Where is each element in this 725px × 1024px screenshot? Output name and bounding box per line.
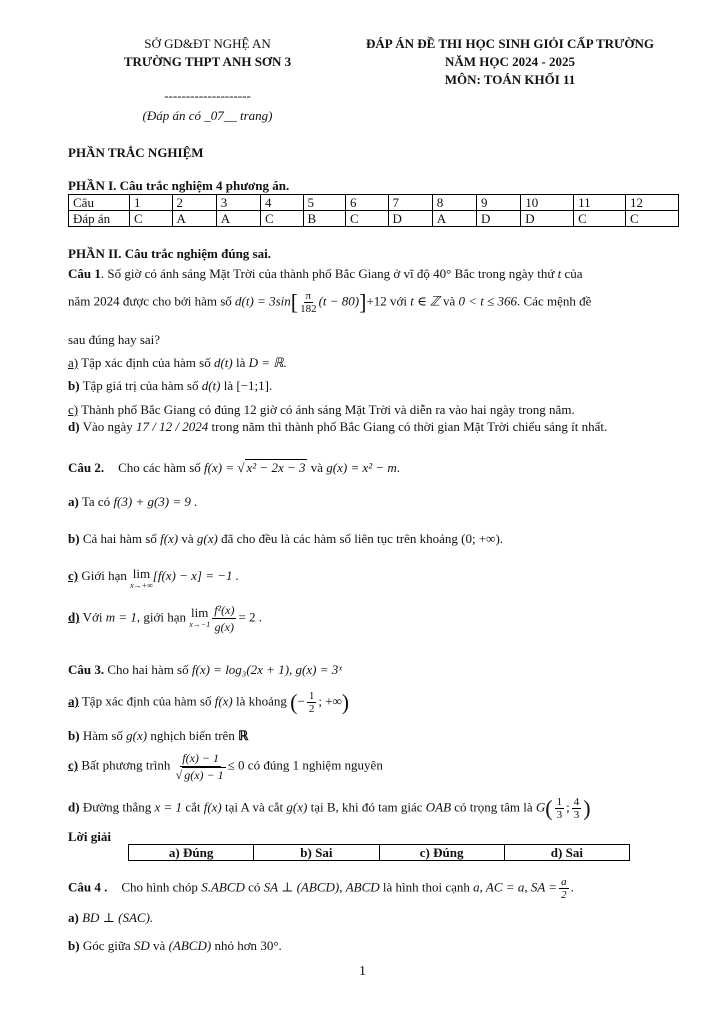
option-math: 30° [260,938,279,953]
q4-text: Cho hình chóp [121,879,202,895]
option-label: a) [68,910,79,925]
q1-text: . Số giờ có ánh sáng Mặt Trời của thành phố Bắc Giang ở vĩ độ [100,266,434,281]
solution-table [128,844,630,861]
table-cell: A [432,211,476,227]
option-math: d(t) [213,355,233,370]
table-cell: 6 [346,195,389,211]
q2-line1 [68,460,400,476]
header-left-dashes: -------------------- [164,88,251,103]
q1-text: của [561,266,583,281]
table-cell: d) Sai [504,845,629,861]
option-math: 17 / 12 / 2024 [136,419,209,434]
option-math: ; +∞ [318,693,342,709]
q1-line2 [68,290,591,315]
table-cell: b) Sai [254,845,379,861]
option-text: đã cho đều là các hàm số liên tục trên khoảng [217,531,462,546]
q3-option-b [68,728,248,744]
option-math: g(x) [126,728,148,743]
q1-text: . Các mệnh đề [517,293,592,309]
option-text: là [232,355,249,370]
option-text: tại A và cắt [221,799,287,815]
q4-math: a, AC = a [473,879,525,895]
option-text: Ta có [78,494,114,509]
q3-text: Cho hai hàm số [104,662,192,677]
fraction-denominator: √ g(x) − 1 [175,768,224,782]
paren: ( [290,689,298,715]
q3-line1 [68,662,342,678]
q2-option-a [68,494,197,510]
q4-line1 [68,876,574,901]
option-text: là khoảng [232,693,291,709]
q3-label: Câu 3. [68,662,105,677]
option-label: b) [68,728,80,743]
q1-math: t ∈ ℤ [410,293,440,309]
q1-option-a [68,355,287,371]
fraction-denominator: 3 [573,809,580,821]
option-label: d) [68,609,80,625]
table-cell: Đáp án [69,211,130,227]
option-math: ; [566,799,570,815]
option-text: Tập xác định của hàm số [78,693,215,709]
fraction-denominator: 2 [561,889,567,901]
solution-label: Lời giải [68,829,111,844]
option-label: b) [68,531,80,546]
fraction-numerator: a [561,876,567,888]
option-math: BD ⊥ (SAC). [78,910,154,925]
table-cell: 8 [432,195,476,211]
q1-text: với [386,293,411,309]
option-text: Giới hạn [78,568,131,583]
q3-option-d [68,796,591,821]
q4-text: . [570,879,574,895]
option-text: là [220,378,237,393]
table-cell: a) Đúng [129,845,254,861]
q4-math: S.ABCD [201,879,245,895]
header-right-line2: NĂM HỌC 2024 - 2025 [445,54,575,69]
bracket: ] [359,289,367,315]
table-cell: C [574,211,626,227]
fraction-denominator: g(x) [214,620,234,634]
option-text: cắt [182,799,204,815]
option-math: D = ℝ. [248,355,287,370]
fraction-denominator: 182 [300,303,317,315]
q1-math: t [557,266,562,281]
option-math: g(x) [196,531,218,546]
option-math: m = 1 [105,609,137,625]
q1-option-d [68,419,607,435]
q4-text: , [339,879,346,895]
fraction-numerator: 1 [308,690,315,702]
option-text: , giới hạn [136,609,190,625]
option-math: (0; +∞). [461,531,504,546]
table-row [69,195,679,211]
q1-line1 [68,266,583,282]
header-left-note: (Đáp án có _07__ trang) [142,108,273,123]
option-label: d) [68,799,80,815]
paren: ) [583,795,591,821]
q2-math: f(x) = [204,460,238,475]
q4-math: SA = [530,879,558,895]
option-text: Cả hai hàm số [79,531,161,546]
option-text: có đúng 1 nghiệm nguyên [244,757,383,773]
option-math: (ABCD) [168,938,212,953]
table-cell: 11 [574,195,626,211]
option-text: có trọng tâm là [451,799,536,815]
option-text: Tập giá trị của hàm số [79,378,202,393]
q4-label: Câu 4 . [68,879,108,895]
q1-option-c [68,402,575,418]
q3-fraction [555,796,565,821]
q2-option-c [68,568,239,592]
table-cell: 12 [625,195,678,211]
option-text: và [149,938,169,953]
option-label: c) [68,402,79,417]
q4-option-b [68,938,282,954]
table-cell: Câu [69,195,130,211]
part1-title: PHẦN I. Câu trắc nghiệm 4 phương án. [68,178,290,193]
limit [130,568,153,592]
option-label: b) [68,938,80,953]
option-math: f(3) + g(3) = 9 . [113,494,198,509]
option-math: f(x) [160,531,179,546]
q1-text: và [439,293,459,309]
table-cell: C [625,211,678,227]
table-row [69,211,679,227]
table-cell: 3 [216,195,260,211]
table-cell: A [216,211,260,227]
table-cell: 1 [130,195,173,211]
limit-sub: x→−1 [189,619,211,629]
option-math: ≤ 0 [227,757,245,773]
q1-option-b [68,378,272,394]
option-math: x = 1 [154,799,183,815]
table-cell: D [477,211,521,227]
limit-sub: x→+∞ [130,581,153,590]
sqrt-sign: √ [237,460,245,475]
q2-text: và [307,460,327,475]
header-right-line1: ĐÁP ÁN ĐỀ THI HỌC SINH GIỎI CẤP TRƯỜNG [366,36,654,51]
q4-math: ABCD [345,879,380,895]
option-math: [−1;1]. [236,378,273,393]
table-cell: C [130,211,173,227]
table-cell: 9 [477,195,521,211]
table-cell: B [303,211,346,227]
q2-fraction [212,602,236,635]
paren: ) [341,689,350,715]
table-cell: 2 [172,195,216,211]
option-text: Tập xác định của hàm số [78,355,214,370]
table-cell: c) Đúng [379,845,504,861]
option-text: Góc giữa [79,938,134,953]
q1-math: d(t) = 3sin [235,293,291,309]
limit [189,604,211,631]
table-cell: C [346,211,389,227]
q1-text: Bắc trong ngày thứ [451,266,558,281]
option-label: c) [68,757,79,773]
fraction-denominator: 3 [556,809,563,821]
q2-option-b [68,531,503,547]
option-math: f(x) [203,799,222,815]
part2-title: PHẦN II. Câu trắc nghiệm đúng sai. [68,246,271,261]
option-text: Hàm số [79,728,127,743]
table-cell: 5 [303,195,346,211]
table-cell: C [260,211,303,227]
option-math: OAB [425,799,452,815]
radicand: g(x) − 1 [184,768,224,782]
q3-fraction [572,796,582,821]
option-math: ℝ [238,728,249,743]
option-math: − [297,693,305,709]
q4-text: là hình thoi cạnh [379,879,474,895]
q1-text: năm 2024 được cho bởi hàm số [68,293,236,309]
option-text: . [278,938,282,953]
fraction-numerator: f²(x) [214,603,235,617]
option-text: Với [79,609,106,625]
table-cell: 4 [260,195,303,211]
table-row [129,845,630,861]
q1-label: Câu 1 [68,266,101,281]
q3-fraction [307,690,317,715]
option-label: d) [68,419,80,434]
option-math: G [535,799,546,815]
option-text: Vào ngày [79,419,137,434]
table-cell: D [521,211,574,227]
option-text: nghịch biến trên [147,728,239,743]
q2-math: x² − 2x − 3 [246,460,306,475]
section-title: PHẦN TRẮC NGHIỆM [68,145,204,160]
option-math: g(x) [286,799,308,815]
q2-option-d [68,602,262,635]
option-label: c) [68,568,79,583]
option-text: tại B, khi đó tam giác [307,799,426,815]
q1-fraction [300,290,317,315]
option-text: Bất phương trình [78,757,174,773]
page-number: 1 [359,964,366,979]
option-text: nhỏ hơn [211,938,261,953]
option-math: = 2 . [238,609,263,625]
fraction-denominator: 2 [308,703,315,715]
q3-fraction [176,750,226,783]
q4-math: SA ⊥ (ABCD) [263,879,340,895]
option-math: d(t) [201,378,221,393]
q1-math: 0 < t ≤ 366 [458,293,518,309]
fraction-numerator: π [305,290,312,302]
option-label: a) [68,494,79,509]
q4-fraction [559,876,569,901]
q2-label: Câu 2. [68,460,105,475]
q3-option-a [68,690,349,715]
q1-math: (t − 80) [318,293,360,309]
fraction-numerator: 1 [556,796,563,808]
option-math: SD [133,938,150,953]
q2-text: Cho các hàm số [118,460,205,475]
option-text: Đường thẳng [79,799,155,815]
option-math: [f(x) − x] = −1 . [152,568,240,583]
q3-math: f(x) = log₃(2x + 1), g(x) = 3ˣ [191,662,342,677]
table-cell: 10 [521,195,574,211]
option-text: và [178,531,197,546]
option-math: f(x) [214,693,233,709]
option-label: a) [68,355,79,370]
q2-text: . [396,460,401,475]
fraction-numerator: f(x) − 1 [182,751,220,765]
limit-word: lim [191,604,209,620]
q1-line3: sau đúng hay sai? [68,332,161,347]
q3-option-c [68,750,383,783]
table-cell: D [388,211,432,227]
header-left-line2: TRƯỜNG THPT ANH SƠN 3 [123,54,292,69]
option-label: a) [68,693,79,709]
q1-math: 40° [433,266,452,281]
option-label: b) [68,378,80,393]
q4-text: có [244,879,264,895]
paren: ( [545,795,553,821]
table-cell: 7 [388,195,432,211]
answer-table [68,194,679,227]
q1-math: +12 [366,293,387,309]
q4-option-a [68,910,153,926]
q4-text: , [524,879,531,895]
q2-math: g(x) = x² − m [326,460,397,475]
header-right-line3: MÔN: TOÁN KHỐI 11 [444,72,576,87]
limit-word: lim [132,566,151,581]
fraction-numerator: 4 [573,796,580,808]
header-left-line1: SỞ GD&ĐT NGHỆ AN [144,36,271,51]
option-text: Thành phố Bắc Giang có đúng 12 giờ có ánh sáng Mặt Trời và diễn ra vào hai ngày trong năm. [78,402,575,417]
table-cell: A [172,211,216,227]
option-text: trong năm thì thành phố Bắc Giang có thời gian Mặt Trời chiếu sáng ít nhất. [208,419,608,434]
bracket: [ [290,289,299,315]
